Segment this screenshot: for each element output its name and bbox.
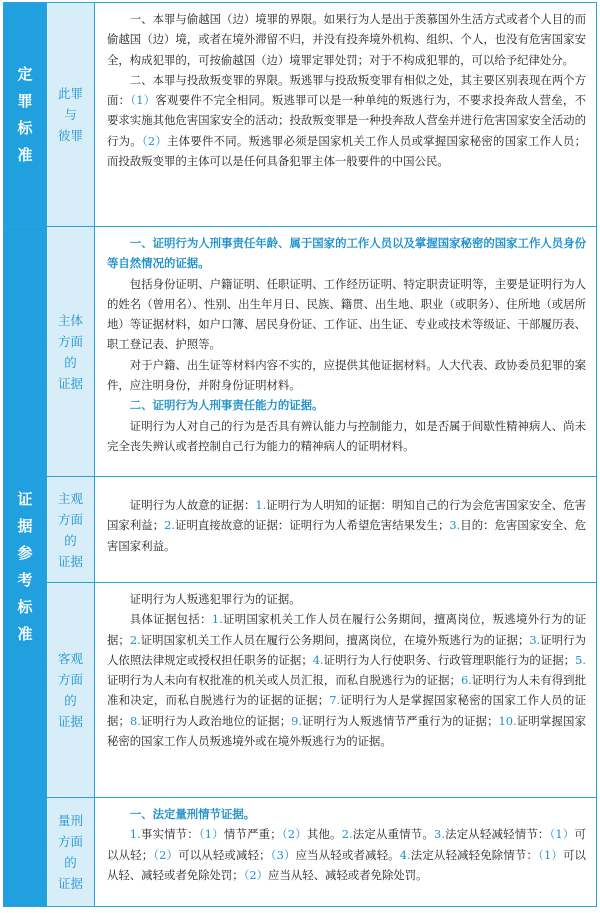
sub-label-text: 量刑 [57, 813, 83, 828]
text-line: 的证据； [245, 713, 292, 728]
sub-label-text: 方面 [57, 333, 83, 349]
text-line: 证明行为人行 [323, 652, 393, 667]
item-number: 3. [434, 827, 445, 842]
item-number: （1） [538, 847, 563, 862]
text-line: 作人员或掌握国家秘密的国家工作人员；而投敌叛变罪的主体可以是任何具备犯罪主 [107, 133, 586, 169]
sub-label-text: 的 [64, 693, 77, 708]
content-cell [95, 583, 597, 798]
sub-label-text: 主观 [57, 490, 83, 506]
item-number: 8. [129, 713, 141, 728]
item-number: 5. [575, 652, 586, 667]
section-char: 标 [17, 597, 33, 616]
text-line: 人，也没有危害国家安全，构成犯罪的，可按偷越国（边）境罪定罪处罚；对于不构 [107, 32, 586, 67]
heading-paragraph [107, 233, 586, 274]
table-row [4, 798, 597, 907]
paragraph [107, 589, 586, 609]
table-row [4, 477, 597, 583]
table-row [4, 583, 597, 798]
text-line: 免除情节： [480, 847, 539, 862]
content-cell [95, 477, 597, 583]
text-line: 对于户籍、出生证等材料内容不实的，应提供其他证据材料。人大代表、政协委 [129, 357, 529, 372]
text-line: 证明行为人叛逃情节严重行为的证据； [301, 713, 499, 728]
text-line: 人员叛逃境外或在境外叛逃行为的证据。 [186, 734, 392, 749]
section-char: 罪 [17, 91, 33, 110]
content-cell [95, 3, 597, 227]
sub-label-text: 方面 [57, 511, 83, 527]
item-number: 9. [291, 713, 302, 728]
text-line: 可以从轻或减轻； [178, 847, 271, 862]
item-number: （2） [153, 847, 179, 862]
text-line: 节： [526, 827, 550, 842]
text-line: 求投奔敌人营垒，不要求实施其他危害国家安全的活动；投敌叛变罪是一种投奔敌人 [107, 93, 586, 128]
sub-label-liangxing [47, 798, 95, 907]
text-line: 应当从轻或者减轻。 [295, 847, 400, 862]
item-number: 1. [211, 612, 223, 627]
item-number: 4. [312, 652, 324, 667]
text-line: 使职务、行政管理职能行为的证据； [392, 652, 576, 667]
item-number: 7. [329, 693, 341, 708]
sub-label-text: 证据 [57, 714, 83, 729]
text-line: 可以从轻、减轻或者免除处罚； [107, 847, 586, 882]
item-number: 3. [449, 518, 461, 533]
sub-label-text: 证据 [57, 876, 83, 891]
sub-label-text: 此罪 [57, 86, 83, 101]
section-char: 考 [17, 570, 33, 589]
text-line: 客观要件不完全相同。叛逃罪可以是一种单纯的叛逃行为，不要 [155, 93, 482, 108]
section-char: 参 [17, 543, 33, 562]
item-number: （2） [141, 133, 168, 148]
text-line: 证明行为人对自己的行为是否具有辨认能力与控制能力，如是否属于间歇性精神 [129, 418, 529, 433]
section-label-zhengju [4, 227, 47, 907]
sub-label-text: 与 [64, 107, 77, 122]
sub-label-text: 彼罪 [57, 128, 83, 143]
section-char: 标 [17, 118, 33, 137]
text-line: 二、证明行为人刑事责任能力的证据。 [129, 398, 324, 413]
text-line: 职务）、住所地（或居所地）等证据材料，如户口簿、居民身份证、工作证、出生证、 [107, 296, 586, 332]
text-line: 证明掌握国家秘密的国家工作 [107, 713, 586, 749]
legal-standards-table [3, 2, 597, 907]
sub-label-text: 的 [64, 855, 77, 870]
text-line: 成犯罪的，可以给予纪律处分。 [414, 52, 575, 67]
sub-label-text: 方面 [57, 672, 83, 687]
text-line: 证明行为人的姓名（曾用名）、性别、出生年月日、民族、籍贯、出生地、职业（或 [107, 276, 586, 311]
text-line: 一、本罪与偷越国（边）境罪的界限。如果行为人是出于羡慕国外生活方式或者 [129, 12, 529, 26]
text-line: 作人员身份等自然情况的证据。 [107, 236, 586, 271]
text-line: 情节严重； [223, 827, 282, 842]
item-number: 2. [129, 632, 141, 647]
text-line: 目的：危害国家安全、危害国家利益。 [107, 518, 586, 553]
paragraph [107, 609, 586, 751]
item-number: （1） [549, 827, 575, 842]
section-char: 证 [17, 489, 33, 508]
table-row [4, 3, 597, 227]
text-line: 专业或技术等级证、干部履历表、职工登记表、护照等。 [107, 317, 586, 352]
text-line: 证明行为人故意的证据： [129, 498, 256, 512]
paragraph [107, 274, 586, 355]
heading-paragraph [107, 395, 586, 415]
text-line: 法定从轻减轻情 [444, 827, 527, 842]
sub-label-text: 方面 [57, 834, 83, 849]
sub-label-zhuti [47, 227, 95, 477]
item-number: （2） [281, 827, 307, 842]
paragraph [107, 70, 586, 171]
content-cell [95, 798, 597, 907]
section-char: 准 [17, 145, 33, 164]
sub-label-text: 证据 [57, 375, 83, 391]
item-number: 3. [529, 632, 541, 647]
item-number: 2. [341, 827, 353, 842]
item-number: （1） [130, 93, 156, 108]
text-line: 病人、尚未完全丧失辨认或者控制自己行为能力的精神病人的证明材料。 [107, 418, 586, 453]
text-line: 证明直接故意的证据：证明行为人希望危害结果发生； [175, 518, 450, 533]
paragraph [107, 416, 586, 457]
text-line: 证明国家机关工作人员在履行公务期间，擅离岗位，在境外叛逃 [140, 632, 461, 647]
text-line: 行为的证据； [460, 632, 530, 647]
sub-label-text: 的 [64, 354, 77, 370]
item-number: 1. [129, 827, 141, 842]
text-line: 主体要件不同。叛逃罪必须是国家机关工 [167, 133, 377, 148]
table-row [4, 227, 597, 477]
sub-label-cizui [47, 3, 95, 227]
section-char: 准 [17, 624, 33, 643]
item-number: 1. [255, 498, 267, 512]
item-number: 4. [399, 847, 411, 862]
text-line: 法定从轻减轻 [410, 847, 481, 862]
text-line: 外行为的证据； [107, 612, 586, 647]
item-number: 2. [164, 518, 175, 533]
section-char: 据 [17, 516, 33, 535]
text-line: 证明行为人未有得到批准和决定，而私自脱逃行为的证据 [107, 673, 586, 708]
sub-label-text: 主体 [57, 312, 83, 328]
section-label-dingzui [4, 3, 47, 227]
text-line: 证明行为人是掌握国家秘密的国家工作人员的证据； [107, 693, 586, 728]
section-char: 定 [17, 64, 33, 83]
item-number: 6. [460, 673, 472, 688]
paragraph [107, 9, 586, 70]
item-number: 10. [498, 713, 517, 728]
text-line: 可以从轻； [107, 827, 586, 862]
item-number: （3） [270, 847, 296, 862]
text-line: 其他。 [306, 827, 342, 842]
text-line: 证明行为人明知的证据：明知自己的行为会危害国 [266, 498, 518, 512]
sub-label-keguan [47, 583, 95, 798]
paragraph [107, 355, 586, 396]
text-line: 而私自脱逃行为的证据； [335, 673, 461, 688]
text-line: 具体证据包括： [129, 612, 212, 627]
text-line: 包括身份证明、户籍证明、任职证明、工作经历证明、特定职责证明等，主要是 [129, 276, 529, 291]
content-cell [95, 227, 597, 477]
text-line: 证明行为人依照法律规定或授权担任职务的证据； [107, 632, 586, 667]
text-line: 员犯罪的案件，应注明身份，并附身份证明材料。 [107, 357, 586, 393]
heading-paragraph [107, 804, 586, 824]
sub-label-text: 的 [64, 532, 77, 548]
paragraph [107, 824, 586, 885]
text-line: 现在两个方面： [107, 72, 586, 108]
text-line: 证明国家机关工作人员在履行公务期间，擅离岗位，叛逃境 [222, 612, 528, 627]
text-line: 二、本罪与投敌叛变罪的界限。叛逃罪与投敌叛变罪有相似之处，其主要区别表 [129, 72, 529, 87]
paragraph [107, 495, 586, 556]
text-line: 一、法定量刑情节证据。 [129, 807, 256, 821]
text-line: 一、证明行为人刑事责任年龄、属于国家的工作人员以及掌握国家秘密的国家工 [129, 236, 529, 250]
item-number: （1） [198, 827, 224, 842]
text-line: 应当从轻、减轻或者免除处罚。 [268, 867, 428, 882]
text-line: 的证据； [282, 693, 330, 708]
text-line: 个人目的而偷越国（边）境，或者在境外滞留不归，并没有投奔境外机构、组织、个 [107, 12, 586, 47]
text-line: 体一般要件的中国公民。 [323, 154, 449, 169]
item-number: （2） [243, 867, 269, 882]
sub-label-text: 证据 [57, 553, 83, 569]
text-line: 证明行为人政治地位 [140, 713, 246, 728]
text-line: 家安全、危害国家利益； [107, 498, 586, 533]
sub-label-zhuguan [47, 477, 95, 583]
text-line: 事实情节： [140, 827, 199, 842]
text-line: 营垒并进行危害国家安全活动的行为。 [107, 113, 586, 148]
text-line: 证明行为人叛逃犯罪行为的证据。 [129, 592, 301, 606]
text-line: 法定从重情节。 [352, 827, 434, 842]
text-line: 证明行为人未向有权批准的机关或人员汇报， [107, 673, 336, 688]
sub-label-text: 客观 [57, 651, 83, 666]
